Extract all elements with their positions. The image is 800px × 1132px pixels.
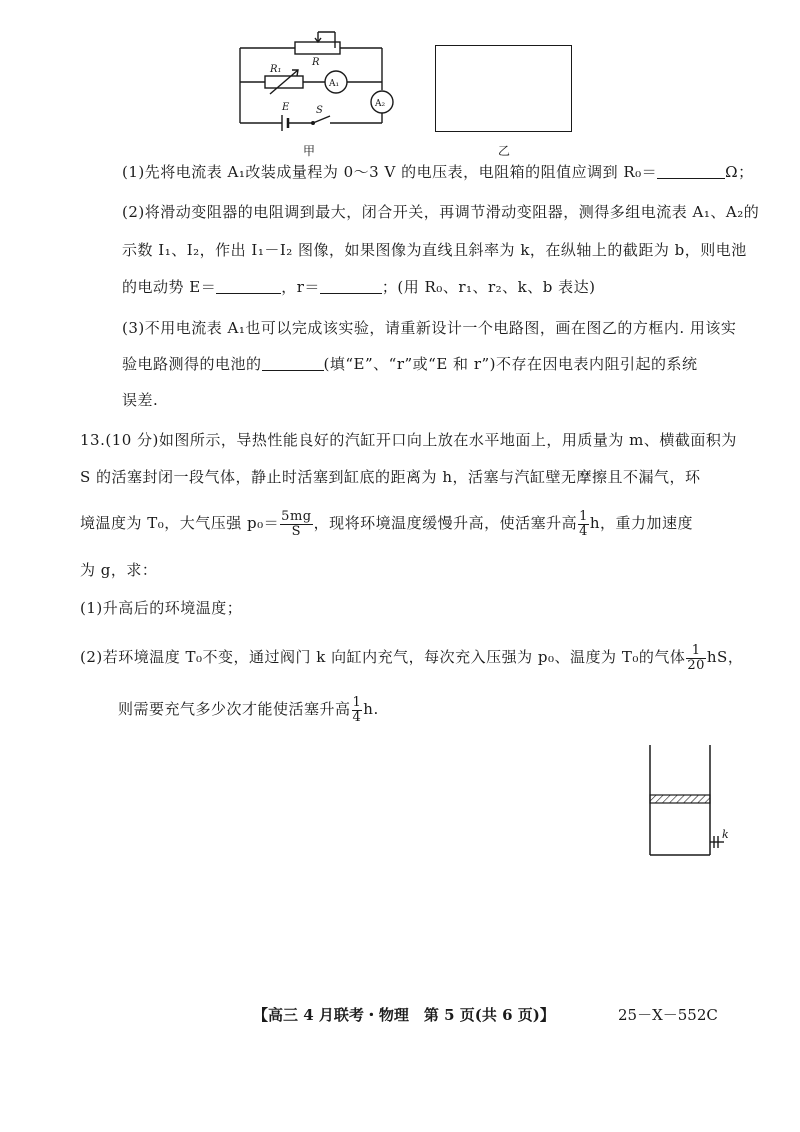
cylinder-diagram: [640, 740, 740, 865]
label-A1: A₁: [329, 79, 340, 89]
q13-line2: S 的活塞封闭一段气体，静止时活塞到缸底的距离为 h，活塞与汽缸壁无摩擦且不漏气，环: [80, 468, 701, 486]
q13-part2-line2: 则需要充气多少次才能使活塞升高 $\frac{1}{4}$ h.: [118, 694, 379, 725]
circuit-diagram-jia: [230, 20, 400, 135]
label-R: R: [312, 57, 320, 68]
fraction-one-twentieth: $\frac{1}{20}$: [687, 642, 705, 673]
label-E: E: [282, 102, 290, 113]
q12-part2-line1: (2)将滑动变阻器的电阻调到最大，闭合开关，再调节滑动变阻器，测得多组电流表 A₁、A₂的: [122, 203, 760, 221]
answer-blank-R0[interactable]: [657, 162, 725, 179]
answer-blank-r[interactable]: [320, 277, 382, 294]
q13-line3: 境温度为 T₀，大气压强 p₀＝ $\frac{5mg}{S}$ ，现将环境温度缓慢升高，使活塞升高 $\frac{1}{4}$ h，重力加速度: [80, 508, 694, 539]
q12-part3-line2: 验电路测得的电池的 (填“E”、“r”或“E 和 r”)不存在因电表内阻引起的系统: [122, 355, 698, 373]
fraction-5mg-S: $\frac{5mg}{S}$: [281, 508, 312, 539]
q13-line1: 13.(10 分)如图所示，导热性能良好的汽缸开口向上放在水平地面上，用质量为 m、横截面积为: [80, 431, 737, 449]
q12-part2-line2: 示数 I₁、I₂，作出 I₁－I₂ 图像，如果图像为直线且斜率为 k，在纵轴上的截距为 b，则电池: [122, 241, 747, 259]
piston: [650, 795, 710, 803]
answer-blank-E[interactable]: [216, 277, 281, 294]
label-R1: R₁: [270, 64, 282, 75]
footer-code: 25－X－552C: [618, 1006, 718, 1024]
q12-part3-line3: 误差.: [122, 391, 159, 409]
figure-yi-label: 乙: [498, 144, 511, 158]
figure-jia-label: 甲: [303, 144, 316, 158]
label-S: S: [316, 105, 323, 116]
figure-yi-box: [435, 45, 572, 132]
label-A2: A₂: [375, 99, 386, 109]
q12-part2-line3: 的电动势 E＝ ，r＝ ；(用 R₀、r₁、r₂、k、b 表达): [122, 278, 596, 296]
fraction-one-quarter: $\frac{1}{4}$: [579, 508, 588, 539]
q13-part1: (1)升高后的环境温度；: [80, 599, 243, 617]
valve-label: k: [722, 828, 729, 841]
q12-part3-line1: (3)不用电流表 A₁也可以完成该实验，请重新设计一个电路图，画在图乙的方框内. 用该实: [122, 319, 737, 337]
footer-title: 【高三 4 月联考・物理 第 5 页(共 6 页)】: [253, 1006, 555, 1024]
q13-line4: 为 g，求：: [80, 561, 158, 579]
q12-part1: (1)先将电流表 A₁改装成量程为 0～3 V 的电压表，电阻箱的阻值应调到 R₀＝ Ω；: [122, 163, 754, 181]
fraction-one-quarter-2: $\frac{1}{4}$: [352, 694, 362, 725]
q13-part2-line1: (2)若环境温度 T₀不变，通过阀门 k 向缸内充气，每次充入压强为 p₀、温度为 T₀的气体 $\frac{1}{20}$ hS，: [80, 642, 744, 673]
answer-blank-part3[interactable]: [262, 354, 324, 371]
